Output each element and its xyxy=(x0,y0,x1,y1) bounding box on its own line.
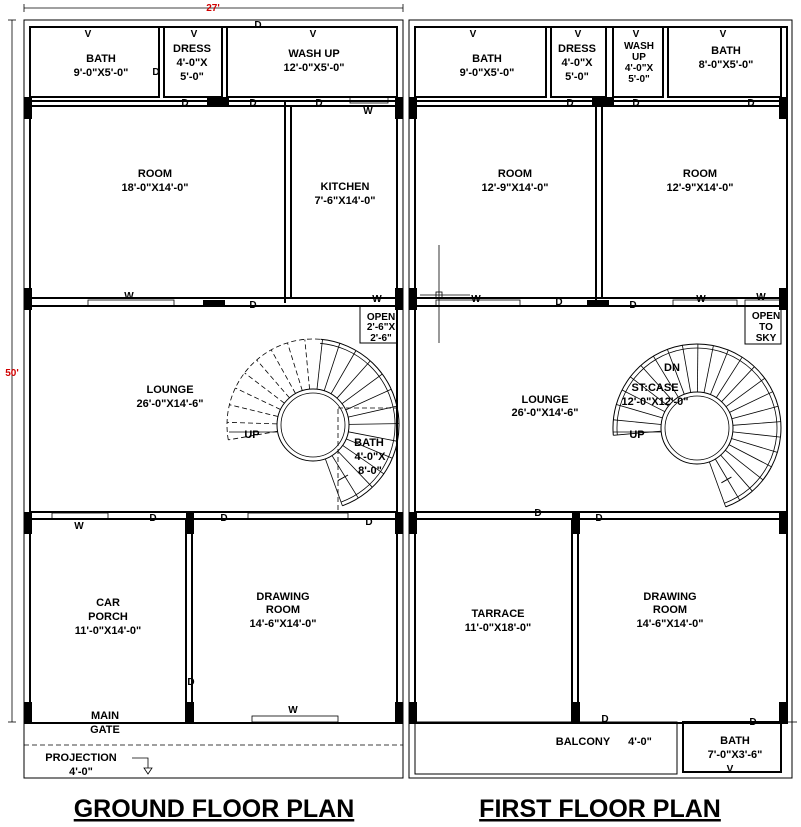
stair-tread xyxy=(305,339,310,389)
stair-tread xyxy=(697,344,698,392)
height-dimension: 50' xyxy=(5,368,19,379)
gf-main-gate-1: MAIN xyxy=(90,710,120,722)
gf-door-marker: D xyxy=(249,300,257,311)
ff-room-left-name: ROOM xyxy=(497,168,533,180)
gf-drawing-size: 14'-6"X14'-0" xyxy=(249,618,317,630)
stair-tread xyxy=(716,357,742,397)
ff-dress-name: DRESS xyxy=(558,43,596,55)
gf-car-porch-1: CAR xyxy=(96,597,120,609)
ff-terrace-name: TARRACE xyxy=(471,608,525,620)
ff-balcony-size: 4'-0" xyxy=(628,736,652,748)
gf-kitchen-name: KITCHEN xyxy=(320,181,370,193)
gf-ventilator-marker: V xyxy=(309,29,317,40)
projection-leader xyxy=(132,758,152,774)
ff-lounge-name: LOUNGE xyxy=(521,394,569,406)
ff-bath-name: BATH xyxy=(472,53,502,65)
ground-floor-walls xyxy=(24,20,403,778)
ff-bath-right-size: 8'-0"X5'-0" xyxy=(698,59,754,71)
gf-door-marker: D xyxy=(187,677,195,688)
first-floor-walls xyxy=(409,20,792,778)
gf-window-marker: W xyxy=(363,106,373,117)
gf-main-gate-2: GATE xyxy=(90,724,120,736)
ff-washup-2: UP xyxy=(632,52,646,63)
stair-tread xyxy=(349,424,399,425)
gf-dress-size-2: 5'-0" xyxy=(180,71,204,83)
ff-door-marker: D xyxy=(534,508,542,519)
stair-outer-edge xyxy=(321,339,400,506)
stair-tread xyxy=(245,373,285,403)
ff-door-marker: D xyxy=(566,98,574,109)
gf-projection-size: 4'-0" xyxy=(69,766,93,778)
gf-door-marker: D xyxy=(152,67,160,78)
gf-room-size: 18'-0"X14'-0" xyxy=(121,182,189,194)
gf-stair-bath-name: BATH xyxy=(354,437,384,449)
ff-staircase-size: 12'-0"X12'-0" xyxy=(621,396,689,408)
stair-tread xyxy=(710,350,728,395)
gf-projection-name: PROJECTION xyxy=(45,752,117,764)
stair-tread xyxy=(227,422,277,424)
ff-open-sky-2: TO xyxy=(759,322,773,333)
gf-washup-size: 12'-0"X5'-0" xyxy=(283,62,345,74)
ff-drawing-2: ROOM xyxy=(652,604,688,616)
gf-window-marker: W xyxy=(288,705,298,716)
ff-bath-right-name: BATH xyxy=(711,45,741,57)
stair-tread xyxy=(729,445,772,467)
gf-open-2: 2'-6"X xyxy=(366,322,396,333)
ff-bath-bottom-name: BATH xyxy=(720,735,750,747)
gf-stair-bath-size-1: 4'-0"X xyxy=(354,451,386,463)
gf-dress-size-1: 4'-0"X xyxy=(176,57,208,69)
ff-bath-size: 9'-0"X5'-0" xyxy=(459,67,515,79)
gf-lounge-name: LOUNGE xyxy=(146,384,194,396)
stair-tread xyxy=(704,346,713,393)
gf-window-marker: W xyxy=(372,294,382,305)
width-dimension: 27' xyxy=(206,3,220,14)
ff-open-sky-3: SKY xyxy=(755,333,777,344)
stair-tread xyxy=(726,378,765,406)
ff-ventilator-marker: V xyxy=(726,764,734,775)
ff-door-marker: D xyxy=(629,300,637,311)
first-floor-labels xyxy=(460,41,781,761)
stair-tread xyxy=(324,343,340,391)
ff-terrace-size: 11'-0"X18'-0" xyxy=(464,622,532,634)
gf-door-marker: D xyxy=(220,513,228,524)
ff-bath-bottom-size: 7'-0"X3'-6" xyxy=(707,749,763,761)
gf-door-marker: D xyxy=(254,20,262,31)
ff-door-marker: D xyxy=(595,513,603,524)
ff-door-marker: D xyxy=(749,717,757,728)
gf-bath-name: BATH xyxy=(86,53,116,65)
dimension-lines xyxy=(8,4,403,722)
ground-floor-labels xyxy=(45,43,395,778)
stair-outer-edge-inner xyxy=(320,343,395,502)
ff-washup-1: WASH xyxy=(624,41,654,52)
stair-tread xyxy=(613,420,661,425)
stair-tread xyxy=(235,388,280,410)
gf-drawing-2: ROOM xyxy=(265,604,301,616)
cad-crosshair-mark xyxy=(420,245,470,343)
stair-tread xyxy=(331,351,356,394)
gf-ventilator-marker: V xyxy=(190,29,198,40)
ff-ventilator-marker: V xyxy=(469,29,477,40)
gf-washup-name: WASH UP xyxy=(288,48,340,60)
first-floor-staircase xyxy=(613,344,781,507)
stair-tread xyxy=(725,450,763,480)
gf-open-3: 2'-6" xyxy=(370,333,392,344)
ground-floor-staircase xyxy=(227,339,399,506)
ff-door-marker: D xyxy=(555,297,563,308)
ff-room-right-name: ROOM xyxy=(682,168,718,180)
ff-dress-size-2: 5'-0" xyxy=(565,71,589,83)
stair-tread xyxy=(346,389,392,410)
gf-door-marker: D xyxy=(315,98,323,109)
gf-stair-up: UP xyxy=(244,429,260,441)
stair-tread xyxy=(229,405,278,417)
gf-car-porch-size: 11'-0"X14'-0" xyxy=(74,625,142,637)
ff-window-marker: W xyxy=(471,294,481,305)
stair-tread xyxy=(722,367,755,402)
ff-door-marker: D xyxy=(747,98,755,109)
stair-tread xyxy=(709,462,725,507)
stair-tread xyxy=(317,340,323,390)
gf-dress-name: DRESS xyxy=(173,43,211,55)
stair-tread xyxy=(682,345,690,392)
ff-drawing-size: 14'-6"X14'-0" xyxy=(636,618,704,630)
ff-drawing-1: DRAWING xyxy=(643,591,697,603)
ff-ventilator-marker: V xyxy=(574,29,582,40)
ff-lounge-size: 26'-0"X14'-6" xyxy=(511,407,579,419)
gf-open-1: OPEN xyxy=(366,312,396,323)
gf-stair-bath-size-2: 8'-0" xyxy=(358,465,382,477)
stair-outer-edge-inner xyxy=(617,348,777,503)
gf-car-porch-2: PORCH xyxy=(88,611,128,623)
ff-open-sky-1: OPEN xyxy=(751,311,781,322)
ff-window-marker: W xyxy=(696,294,706,305)
stair-core-inner xyxy=(281,393,345,457)
gf-window-marker: W xyxy=(74,521,84,532)
gf-door-marker: D xyxy=(181,98,189,109)
ff-balcony-name: BALCONY xyxy=(555,736,611,748)
stair-tread xyxy=(733,422,781,426)
ff-ventilator-marker: V xyxy=(632,29,640,40)
first-floor-title: FIRST FLOOR PLAN xyxy=(479,795,721,823)
gf-room-name: ROOM xyxy=(137,168,173,180)
gf-lounge-size: 26'-0"X14'-6" xyxy=(136,398,204,410)
ff-washup-4: 5'-0" xyxy=(628,74,650,85)
stair-tread xyxy=(325,459,342,506)
stair-tread xyxy=(733,432,781,437)
ff-staircase-name: ST:CASE xyxy=(631,382,679,394)
ff-ventilator-marker: V xyxy=(719,29,727,40)
stair-tread xyxy=(731,439,777,453)
ff-dress-size-1: 4'-0"X xyxy=(561,57,593,69)
ff-room-right-size: 12'-9"X14'-0" xyxy=(666,182,734,194)
stair-tread xyxy=(337,361,370,398)
ff-door-marker: D xyxy=(632,98,640,109)
stair-direction-arrow xyxy=(338,475,348,481)
gf-door-marker: D xyxy=(149,513,157,524)
ff-stair-up: UP xyxy=(629,429,645,441)
gf-door-marker: D xyxy=(365,517,373,528)
gf-drawing-1: DRAWING xyxy=(256,591,310,603)
ground-floor-title: GROUND FLOOR PLAN xyxy=(73,795,355,823)
gf-bath-size: 9'-0"X5'-0" xyxy=(73,67,129,79)
stair-tread xyxy=(342,374,382,404)
ff-stair-dn: DN xyxy=(664,362,680,374)
gf-ventilator-marker: V xyxy=(84,29,92,40)
stair-tread xyxy=(257,360,290,398)
ff-window-marker: W xyxy=(756,292,766,303)
gf-door-marker: D xyxy=(249,98,257,109)
gf-kitchen-size: 7'-6"X14'-0" xyxy=(314,195,376,207)
ff-door-marker: D xyxy=(601,714,609,725)
ff-washup-3: 4'-0"X xyxy=(624,63,654,74)
gf-window-marker: W xyxy=(124,291,134,302)
stair-tread xyxy=(721,455,753,491)
ff-room-left-size: 12'-9"X14'-0" xyxy=(481,182,549,194)
